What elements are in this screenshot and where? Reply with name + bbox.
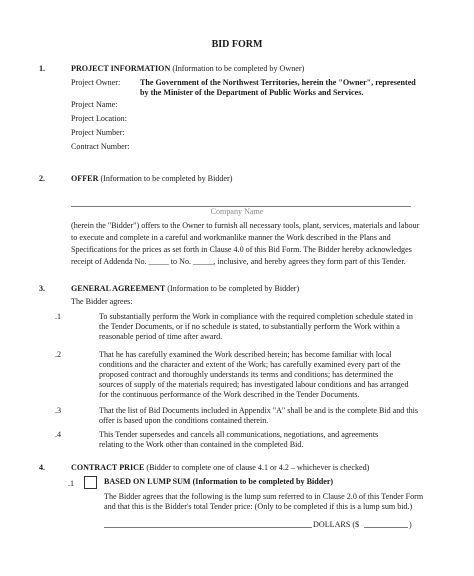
section-number: 1. [39,64,46,73]
lump-sum-note: (Information to be completed by Bidder) [192,477,334,486]
agreement-item-number: .3 [55,406,62,415]
section-number: 4. [39,463,46,472]
offer-paragraph-line: Specifications for the prices as set forth in Clause 4.0 of this Bid Form. The Bidder hereby acknowledges [71,245,412,254]
section-heading-project-information [71,64,304,74]
section-heading-text: GENERAL AGREEMENT [71,284,166,293]
dollars-close-paren: ) [409,520,412,529]
page-title: BID FORM [211,39,263,50]
agreement-item-line: conditions and the character and extent of the Work; has carefully examined every part of the [99,360,401,369]
agreement-item-line: That the list of Bid Documents included in Appendix "A" shall be and is the complete Bid and this [99,406,419,415]
agreement-item-line: offer is based upon the conditions contained therein. [99,416,269,425]
lump-sum-paragraph-line: and that this is the Bidder's total Tender price: (Only to be completed if this is a lump sum bid.) [104,502,413,511]
section-heading-text: PROJECT INFORMATION [71,64,171,73]
dollars-amount-line[interactable] [364,527,408,528]
section-heading-contract-price [71,463,369,473]
project-owner-label: Project Owner: [71,78,121,87]
project-owner-line-2: by the Minister of the Department of Public Works and Services. [140,88,364,97]
agreement-item-line: This Tender supersedes and cancels all communications, negotiations, and agreements [99,430,379,439]
agreement-item-line: relating to the Work other than contained in the completed Bid. [99,440,304,449]
agreement-item-line: To substantially perform the Work in compliance with the required completion schedule stated in [99,312,413,321]
project-name-label: Project Name: [71,100,118,109]
section-number: 3. [39,284,46,293]
agreement-item-number: .2 [55,350,62,359]
contract-price-sub-number: .1 [68,479,75,488]
agreement-intro: The Bidder agrees: [71,297,133,306]
agreement-item-number: .4 [55,430,62,439]
lump-sum-heading [104,477,333,487]
section-note: (Information to be completed by Owner) [172,64,305,73]
section-heading-offer [71,174,232,184]
lump-sum-paragraph-line: The Bidder agrees that the following is the lump sum referred to in Clause 2.0 of this Tender Form [104,492,424,501]
company-name-caption: Company Name [210,207,264,216]
agreement-item-line: sources of supply of the materials required; has investigated labour conditions and has arranged [99,380,409,389]
section-heading-text: CONTRACT PRICE [71,463,145,472]
offer-paragraph-line: to execute and complete in a careful and workmanlike manner the Work described in the Plans and [71,233,391,242]
dollars-label: DOLLARS ($ [313,520,360,529]
offer-paragraph-line: (herein the "Bidder") offers to the Owner to furnish all necessary tools, plant, services, materials and labour [71,221,420,230]
agreement-item-line: proposed contract and thoroughly understands its terms and conditions; has determined the [99,370,394,379]
section-note: (Information to be completed by Bidder) [100,174,233,183]
offer-paragraph-line: receipt of Addenda No. _____ to No. _____, inclusive, and hereby agrees they form part of this Tender. [71,257,406,266]
section-note: (Information to be completed by Bidder) [167,284,300,293]
contract-number-label: Contract Number: [71,142,130,151]
section-heading-general-agreement [71,284,299,294]
agreement-item-line: the Tender Documents, or if no schedule is stated, to substantially perform the Work within a [99,322,400,331]
lump-sum-heading-text: BASED ON LUMP SUM [104,477,191,486]
project-owner-line-1: The Government of the Northwest Territories, herein the "Owner", represented [140,78,416,87]
section-number: 2. [39,174,46,183]
section-heading-text: OFFER [71,174,99,183]
section-note: (Bidder to complete one of clause 4.1 or 4.2 – whichever is checked) [146,463,370,472]
agreement-item-line: for the continuous performance of the Work described in the Tender Documents. [99,390,360,399]
lump-sum-words-line[interactable] [104,527,312,528]
project-number-label: Project Number: [71,128,125,137]
agreement-item-line: That he has carefully examined the Work described herein; has become familiar with local [99,350,392,359]
agreement-item-line: reasonable period of time after award. [99,332,223,341]
project-location-label: Project Location: [71,114,127,123]
agreement-item-number: .1 [55,312,62,321]
lump-sum-checkbox[interactable] [84,476,97,489]
